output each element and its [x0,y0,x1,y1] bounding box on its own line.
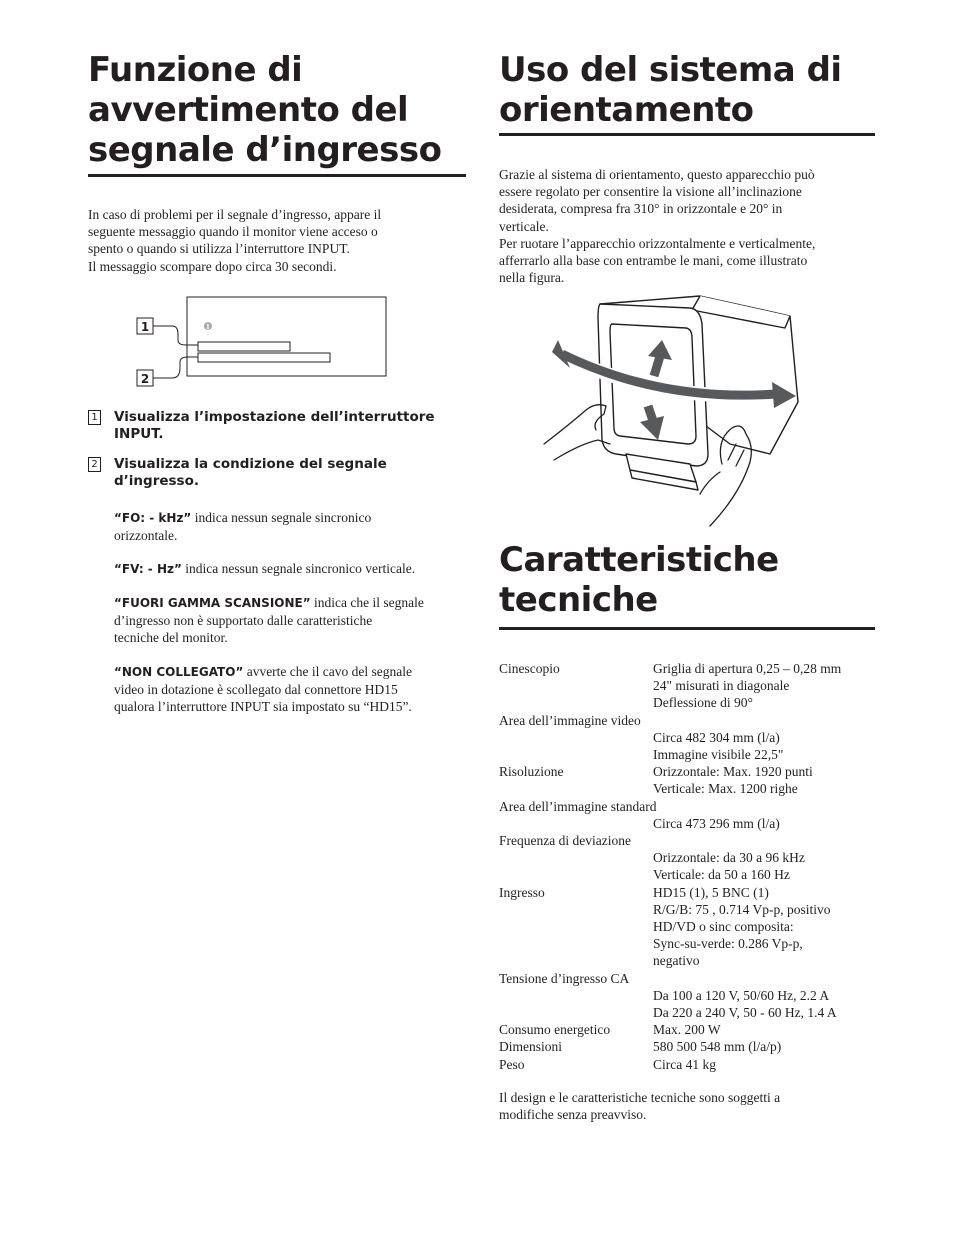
spec-label: Dimensioni [499,1039,562,1055]
intro-line: Grazie al sistema di orientamento, questo apparecchio può [499,167,815,182]
callout-label-2: 2 [140,372,150,386]
left-hand-lower [554,440,610,460]
spec-label: Cinescopio [499,661,560,676]
spec-value: Circa 482 304 mm (l/a) [653,729,780,745]
spec-value: Verticale: da 50 a 160 Hz [653,867,790,883]
intro-line: In caso di problemi per il segnale d’ingresso, appare il [88,207,382,222]
intro-line: afferrarlo alla base con entrambe le mani, come illustrato [499,253,808,269]
spec-value: 24" misurati in diagonale [653,678,790,694]
signal-condition-bar [198,353,330,362]
definition-fv [114,560,466,578]
item-text [114,409,464,443]
spec-row [499,1021,879,1038]
spec-row [499,970,879,1022]
spec-value: negativo [653,953,700,969]
definition-term: “FV: - Hz” [114,562,182,576]
spec-value: Da 100 a 120 V, 50/60 Hz, 2.2 A [653,987,830,1003]
intro-line: essere regolato per consentire la visione all’inclinazione [499,184,802,200]
specs-title [499,540,875,620]
right-title [499,50,875,130]
tilt-up-arrow [654,356,660,376]
definition-text: orizzontale. [114,528,178,544]
definition-text: tecniche del monitor. [114,630,228,646]
spec-label: Tensione d’ingresso CA [499,970,630,986]
spec-value: Max. 200 W [653,1022,721,1038]
right-title-line: orientamento [499,90,754,130]
definition-fuori-gamma [114,594,466,647]
intro-line: desiderata, compresa fra 310° in orizzontale e 20° in [499,201,783,217]
spec-value: Orizzontale: Max. 1920 punti [653,764,813,780]
left-intro [88,206,466,275]
specs-title-rule [499,627,875,630]
definition-term: “FO: - kHz” [114,511,192,525]
definition-text: d’ingresso non è supportato dalle caratteristiche [114,613,373,629]
spec-row [499,832,879,884]
spec-row [499,884,879,970]
left-title-rule [88,174,466,177]
definition-term: “FUORI GAMMA SCANSIONE” [114,596,311,610]
intro-line: spento o quando si utilizza l’interruttore INPUT. [88,241,350,257]
item-text-line: Visualizza l’impostazione dell’interruttore [114,409,435,425]
message-window [187,297,386,376]
definition-fo [114,509,466,544]
item-text-line: d’ingresso. [114,473,199,489]
spec-value: Immagine visibile 22,5" [653,747,784,763]
specs-title-line: Caratteristiche [499,540,779,580]
definition-text: indica che il segnale [310,595,424,610]
definition-text: video in dotazione è scollegato dal connettore HD15 [114,682,398,698]
spec-value: R/G/B: 75 , 0.714 Vp-p, positivo [653,901,831,917]
spec-value: HD15 (1), 5 BNC (1) [653,884,769,900]
specs-footer [499,1089,875,1123]
spec-value: Circa 473 296 mm (l/a) [653,815,780,831]
spec-label: Risoluzione [499,764,564,780]
definition-text: indica nessun segnale sincronico verticale. [181,561,416,576]
item-text-line: INPUT. [114,426,164,442]
right-title-rule [499,133,875,136]
item-text [114,456,464,490]
warning-message-diagram [136,296,388,386]
spec-value: Verticale: Max. 1200 righe [653,781,798,797]
left-title-line: segnale d’ingresso [88,130,442,170]
spec-value: Da 220 a 240 V, 50 - 60 Hz, 1.4 A [653,1005,837,1021]
item-number-box: 2 [88,457,101,472]
spec-value: Orizzontale: da 30 a 96 kHz [653,850,805,866]
callout-label-1: 1 [140,320,150,334]
intro-line: nella figura. [499,270,565,286]
spec-label: Consumo energetico [499,1022,611,1038]
spec-value: Sync-su-verde: 0.286 Vp-p, [653,936,803,952]
right-title-line: Uso del sistema di [499,50,842,90]
item-number-box: 1 [88,410,101,425]
spec-label: Peso [499,1056,525,1072]
definition-non-collegato [114,663,466,716]
spec-row [499,660,879,712]
specs-title-line: tecniche [499,580,658,620]
spec-row [499,798,879,832]
definition-text: avverte che il cavo del segnale [243,664,412,679]
left-title-line: avvertimento del [88,90,409,130]
monitor-illustration [540,294,802,530]
left-title [88,50,466,170]
footer-line: modifiche senza preavviso. [499,1107,647,1123]
input-setting-bar [198,342,290,351]
info-icon-glyph: i [206,322,210,331]
right-hand-thumb [700,472,720,494]
spec-row [499,712,879,764]
footer-line: Il design e le caratteristiche tecniche sono soggetti a [499,1090,781,1105]
definition-text: indica nessun segnale sincronico [191,510,372,525]
definition-term: “NON COLLEGATO” [114,665,244,679]
spec-value: Griglia di apertura 0,25 – 0,28 mm [653,661,842,676]
intro-line: seguente messaggio quando il monitor viene acceso o [88,224,378,240]
intro-line: Per ruotare l’apparecchio orizzontalmente e verticalmente, [499,235,816,251]
monitor-illustration-svg [540,294,802,530]
intro-line: verticale. [499,218,549,234]
spec-value: HD/VD o sinc composita: [653,919,794,935]
spec-value: 580 500 548 mm (l/a/p) [653,1039,782,1055]
left-title-line: Funzione di [88,50,303,90]
spec-label: Area dell’immagine standard [499,798,657,814]
spec-row [499,763,879,797]
spec-value: Circa 41 kg [653,1056,716,1072]
intro-line: Il messaggio scompare dopo circa 30 secondi. [88,258,337,274]
spec-label: Frequenza di deviazione [499,833,631,849]
item-text-line: Visualizza la condizione del segnale [114,456,387,472]
right-intro [499,166,875,286]
spec-value: Deflessione di 90° [653,695,753,711]
left-hand [544,405,606,444]
spec-label: Ingresso [499,884,545,900]
spec-row [499,1056,879,1073]
specs-table [499,660,879,1073]
spec-row [499,1038,879,1055]
spec-label: Area dell’immagine video [499,712,641,728]
definition-text: qualora l’interruttore INPUT sia impostato su “HD15”. [114,699,412,715]
warning-diagram-svg [136,296,388,388]
